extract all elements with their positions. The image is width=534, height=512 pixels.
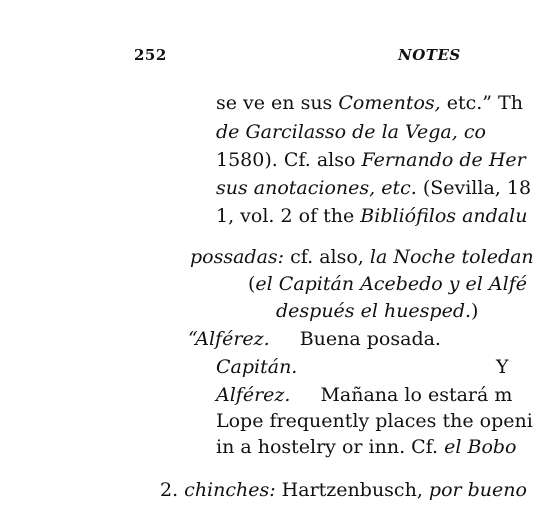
- text: in a hostelry or inn. Cf.: [216, 436, 445, 458]
- text: Buena posada.: [299, 328, 441, 350]
- text-line-10b: [496, 356, 509, 378]
- text-italic: Bibliófilos andalu: [360, 205, 528, 227]
- text-line-14: [160, 479, 527, 501]
- text: se ve en sus: [216, 92, 339, 114]
- text: Y: [496, 356, 509, 378]
- text-line-13: [216, 436, 517, 458]
- text: (Sevilla, 18: [416, 177, 532, 199]
- text-italic: possadas:: [190, 246, 285, 268]
- text: Mañana lo estará m: [320, 384, 513, 406]
- text-italic: “Alférez.: [188, 328, 270, 350]
- text-line-10: [216, 356, 297, 378]
- text-line-9: [188, 328, 441, 350]
- text-line-2: [216, 121, 486, 143]
- text-italic: por bueno: [428, 479, 527, 501]
- text: 2.: [160, 479, 185, 501]
- text-line-7: [248, 273, 527, 295]
- text-line-8: [276, 300, 478, 322]
- text-line-4: [216, 177, 531, 199]
- text-italic: sus anotaciones, etc.: [216, 177, 417, 199]
- text-line-3: [216, 149, 526, 171]
- page-number: 252: [134, 46, 167, 64]
- text: 1, vol. 2 of the: [216, 205, 361, 227]
- text: ): [471, 300, 479, 322]
- text: 1580). Cf. also: [216, 149, 362, 171]
- text: (: [248, 273, 256, 295]
- text-line-1: [216, 92, 523, 114]
- text-italic: de Garcilasso de la Vega, co: [216, 121, 486, 143]
- text-italic: Fernando de Her: [361, 149, 526, 171]
- text: cf. also,: [284, 246, 370, 268]
- text-line-6: [190, 246, 534, 268]
- text-line-5: [216, 205, 527, 227]
- text-italic: chinches:: [184, 479, 276, 501]
- text-italic: la Noche toledan: [369, 246, 534, 268]
- text-italic: el Bobo: [444, 436, 517, 458]
- text-italic: Capitán.: [216, 356, 298, 378]
- text: Lope frequently places the openi: [216, 410, 533, 432]
- text-italic: el Capitán Acebedo y el Alfé: [255, 273, 527, 295]
- text: etc.” Th: [440, 92, 523, 114]
- running-title: NOTES: [398, 46, 461, 64]
- text: Hartzenbusch,: [275, 479, 429, 501]
- text-italic: después el huesped.: [276, 300, 472, 322]
- text-italic: Comentos,: [338, 92, 441, 114]
- text-line-11: [216, 384, 512, 406]
- text-italic: Alférez.: [216, 384, 291, 406]
- text-line-12: [216, 410, 533, 432]
